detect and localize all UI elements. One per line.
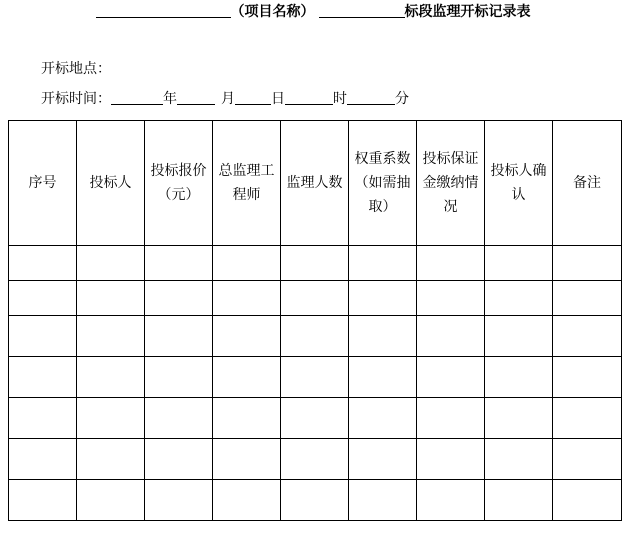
opening-time-label: 开标时间： bbox=[41, 91, 111, 107]
table-cell[interactable] bbox=[213, 439, 281, 480]
header-cell: 权重系数（如需抽取） bbox=[349, 121, 417, 246]
section-title-label: 标段监理开标记录表 bbox=[404, 4, 531, 20]
table-cell[interactable] bbox=[77, 316, 145, 357]
table-cell[interactable] bbox=[553, 246, 622, 281]
table-cell[interactable] bbox=[553, 398, 622, 439]
table-cell[interactable] bbox=[281, 316, 349, 357]
opening-place-label: 开标地点： bbox=[41, 61, 111, 77]
table-cell[interactable] bbox=[9, 439, 77, 480]
table-cell[interactable] bbox=[9, 357, 77, 398]
table-cell[interactable] bbox=[213, 357, 281, 398]
table-cell[interactable] bbox=[349, 398, 417, 439]
table-cell[interactable] bbox=[77, 439, 145, 480]
table-cell[interactable] bbox=[145, 439, 213, 480]
year-blank bbox=[111, 90, 163, 105]
table-cell[interactable] bbox=[9, 281, 77, 316]
day-blank bbox=[235, 90, 271, 105]
table-cell[interactable] bbox=[145, 316, 213, 357]
table-cell[interactable] bbox=[485, 316, 553, 357]
table-cell[interactable] bbox=[553, 316, 622, 357]
opening-time-line bbox=[41, 90, 409, 108]
table-cell[interactable] bbox=[9, 246, 77, 281]
table-cell[interactable] bbox=[417, 246, 485, 281]
month-blank bbox=[177, 90, 215, 105]
table-cell[interactable] bbox=[553, 480, 622, 521]
project-name-label: （项目名称） bbox=[230, 4, 315, 20]
table-cell[interactable] bbox=[145, 480, 213, 521]
table-cell[interactable] bbox=[553, 439, 622, 480]
section-blank bbox=[319, 3, 405, 18]
header-cell: 序号 bbox=[9, 121, 77, 246]
hour-label: 时 bbox=[333, 91, 347, 107]
header-cell: 监理人数 bbox=[281, 121, 349, 246]
table-cell[interactable] bbox=[281, 480, 349, 521]
header-cell: 投标报价（元） bbox=[145, 121, 213, 246]
table-cell[interactable] bbox=[349, 357, 417, 398]
header-cell: 投标保证金缴纳情况 bbox=[417, 121, 485, 246]
table-cell[interactable] bbox=[213, 246, 281, 281]
table-cell[interactable] bbox=[553, 281, 622, 316]
table-cell[interactable] bbox=[349, 439, 417, 480]
table-cell[interactable] bbox=[485, 357, 553, 398]
table-cell[interactable] bbox=[77, 246, 145, 281]
header-cell: 投标人 bbox=[77, 121, 145, 246]
table-cell[interactable] bbox=[417, 357, 485, 398]
minute-label: 分 bbox=[395, 91, 409, 107]
table-row bbox=[9, 281, 622, 316]
table-cell[interactable] bbox=[417, 316, 485, 357]
table-cell[interactable] bbox=[485, 398, 553, 439]
table-cell[interactable] bbox=[281, 398, 349, 439]
table-row bbox=[9, 398, 622, 439]
table-cell[interactable] bbox=[281, 281, 349, 316]
table-cell[interactable] bbox=[417, 480, 485, 521]
table-cell[interactable] bbox=[77, 357, 145, 398]
table-cell[interactable] bbox=[213, 398, 281, 439]
table-cell[interactable] bbox=[9, 316, 77, 357]
table-cell[interactable] bbox=[213, 480, 281, 521]
opening-place-line bbox=[41, 60, 111, 78]
table-cell[interactable] bbox=[485, 281, 553, 316]
table-cell[interactable] bbox=[553, 357, 622, 398]
table-cell[interactable] bbox=[349, 316, 417, 357]
day-label: 日 bbox=[271, 91, 285, 107]
table-cell[interactable] bbox=[145, 246, 213, 281]
table-cell[interactable] bbox=[417, 439, 485, 480]
table-body bbox=[9, 246, 622, 521]
year-label: 年 bbox=[163, 91, 177, 107]
hour-blank bbox=[285, 90, 333, 105]
header-cell: 总监理工程师 bbox=[213, 121, 281, 246]
table-cell[interactable] bbox=[281, 246, 349, 281]
minute-blank bbox=[347, 90, 395, 105]
table-cell[interactable] bbox=[349, 281, 417, 316]
header-cell: 投标人确认 bbox=[485, 121, 553, 246]
table-cell[interactable] bbox=[145, 398, 213, 439]
table-cell[interactable] bbox=[281, 439, 349, 480]
table-cell[interactable] bbox=[349, 246, 417, 281]
table-cell[interactable] bbox=[9, 480, 77, 521]
table-row bbox=[9, 316, 622, 357]
table-row bbox=[9, 439, 622, 480]
table-row bbox=[9, 246, 622, 281]
table-cell[interactable] bbox=[417, 398, 485, 439]
table-cell[interactable] bbox=[417, 281, 485, 316]
table-cell[interactable] bbox=[281, 357, 349, 398]
table-cell[interactable] bbox=[485, 480, 553, 521]
document-title bbox=[0, 3, 626, 21]
table-cell[interactable] bbox=[77, 480, 145, 521]
table-cell[interactable] bbox=[9, 398, 77, 439]
table-cell[interactable] bbox=[213, 316, 281, 357]
table-cell[interactable] bbox=[145, 357, 213, 398]
month-label: 月 bbox=[221, 91, 235, 107]
header-cell: 备注 bbox=[553, 121, 622, 246]
table-header-row bbox=[9, 121, 622, 246]
table-cell[interactable] bbox=[145, 281, 213, 316]
table-cell[interactable] bbox=[77, 281, 145, 316]
table-row bbox=[9, 357, 622, 398]
project-name-blank bbox=[96, 3, 231, 18]
table-row bbox=[9, 480, 622, 521]
bid-opening-record-table bbox=[8, 120, 622, 521]
table-cell[interactable] bbox=[213, 281, 281, 316]
table-cell[interactable] bbox=[485, 439, 553, 480]
table-cell[interactable] bbox=[349, 480, 417, 521]
table-cell[interactable] bbox=[77, 398, 145, 439]
table-cell[interactable] bbox=[485, 246, 553, 281]
